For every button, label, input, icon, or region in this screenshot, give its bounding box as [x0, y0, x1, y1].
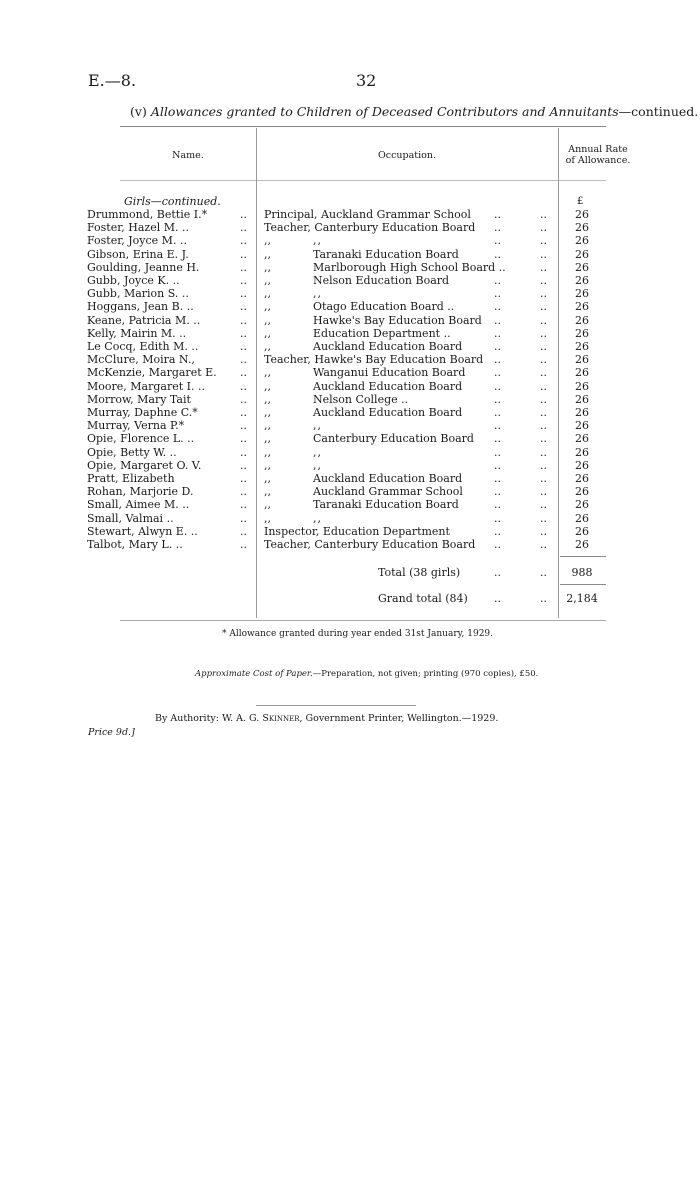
row-occupation: Auckland Education Board [313, 406, 463, 419]
rate-header-line1: Annual Rate [568, 144, 628, 155]
column-header-name: Name. [172, 150, 204, 161]
row-occupation: Canterbury Education Board [313, 432, 474, 446]
total-label: Total (38 girls) [378, 566, 461, 579]
row-occupation: Auckland Education Board [313, 472, 463, 485]
row-ditto-prefix: ,, [264, 274, 271, 287]
row-occupation: ,, [313, 458, 322, 472]
row-ditto-prefix: ,, [264, 406, 271, 419]
row-ditto-prefix: ,, [264, 379, 271, 393]
row-name-dots: .. [240, 458, 247, 472]
row-occ-dots-1: .. [494, 445, 501, 459]
row-occ-dots-1: .. [494, 247, 501, 261]
row-rate: 26 [575, 221, 589, 235]
row-name: Murray, Verna P.* [87, 419, 185, 433]
total-dots-1: .. [494, 566, 501, 579]
row-occupation: ,, [313, 445, 322, 459]
table-row [0, 234, 700, 247]
row-rate: 26 [575, 300, 589, 314]
row-name: Drummond, Bettie I.* [87, 208, 208, 221]
row-name-dots: .. [240, 300, 247, 314]
row-ditto-prefix: ,, [264, 392, 271, 406]
total-value: 988 [571, 566, 593, 579]
row-name-dots: .. [240, 498, 247, 512]
table-row [0, 485, 700, 498]
row-rate: 26 [575, 274, 589, 287]
row-ditto-prefix: ,, [264, 234, 271, 248]
row-occ-dots-1: .. [494, 300, 501, 314]
row-occ-dots-2: .. [540, 458, 547, 472]
row-occ-dots-2: .. [540, 419, 547, 433]
row-name: Opie, Margaret O. V. [87, 458, 202, 472]
title-italic: Allowances granted to Children of Deceased Contributors and Annuitants [150, 104, 619, 119]
total-dots-2: .. [540, 566, 547, 579]
row-name: Gibson, Erina E. J. [87, 247, 189, 261]
row-occ-dots-1: .. [494, 392, 501, 406]
row-ditto-prefix: ,, [264, 498, 271, 512]
row-occ-dots-2: .. [540, 498, 547, 512]
row-occ-dots-1: .. [494, 234, 501, 248]
row-occ-dots-2: .. [540, 485, 547, 499]
row-occupation: Education Department .. [313, 326, 451, 340]
cost-text: —Preparation, not given; printing (970 copies), £50. [312, 669, 539, 679]
row-occ-dots-1: .. [494, 524, 501, 538]
grand-total-dots-1: .. [494, 592, 501, 605]
table-row [0, 432, 700, 445]
row-rate: 26 [575, 498, 589, 512]
row-occ-dots-1: .. [494, 379, 501, 393]
row-rate: 26 [575, 485, 589, 499]
row-occ-dots-2: .. [540, 340, 547, 353]
row-occ-dots-2: .. [540, 300, 547, 314]
row-occ-dots-2: .. [540, 287, 547, 301]
row-ditto-prefix: ,, [264, 458, 271, 472]
table-row [0, 512, 700, 525]
price: Price 9d.] [88, 727, 135, 738]
row-name-dots: .. [240, 432, 247, 446]
table-row [0, 459, 700, 472]
row-rate: 26 [575, 472, 589, 485]
row-rate: 26 [575, 234, 589, 248]
row-occupation: ,, [313, 287, 322, 301]
row-occ-dots-1: .. [494, 287, 501, 301]
row-occ-dots-1: .. [494, 406, 501, 419]
authority-rest: , Government Printer, Wellington.—1929. [299, 713, 499, 724]
row-occupation: Hawke's Bay Education Board [313, 313, 482, 327]
row-occ-dots-1: .. [494, 326, 501, 340]
table-row [0, 366, 700, 379]
printer-name: W. A. G. Skinner [222, 713, 300, 724]
row-occ-dots-2: .. [540, 432, 547, 446]
row-name-dots: .. [240, 287, 247, 301]
row-occ-dots-1: .. [494, 432, 501, 446]
row-name-dots: .. [240, 366, 247, 380]
row-occupation: Auckland Education Board [313, 340, 463, 353]
row-name-dots: .. [240, 472, 247, 485]
row-name-dots: .. [240, 274, 247, 287]
row-name-dots: .. [240, 260, 247, 274]
row-ditto-prefix: ,, [264, 300, 271, 314]
table-row [0, 538, 700, 551]
row-name: Small, Valmai .. [87, 511, 174, 525]
row-name-dots: .. [240, 313, 247, 327]
row-occ-dots-2: .. [540, 234, 547, 248]
row-rate: 26 [575, 406, 589, 419]
table-row [0, 472, 700, 485]
table-top-rule [120, 126, 606, 127]
row-occupation: Teacher, Hawke's Bay Education Board [264, 353, 484, 367]
table-row [0, 380, 700, 393]
row-rate: 26 [575, 379, 589, 393]
table-row [0, 353, 700, 366]
row-rate: 26 [575, 445, 589, 459]
total-rule-bottom [560, 584, 606, 585]
row-name: McKenzie, Margaret E. [87, 366, 217, 380]
row-occupation: ,, [313, 234, 322, 248]
row-name-dots: .. [240, 326, 247, 340]
row-name: Kelly, Mairin M. .. [87, 326, 187, 340]
title-prefix: (v) [130, 104, 147, 119]
authority-line [155, 713, 498, 724]
row-occ-dots-2: .. [540, 221, 547, 235]
row-ditto-prefix: ,, [264, 419, 271, 433]
row-name-dots: .. [240, 379, 247, 393]
row-occupation: Auckland Grammar School [313, 485, 463, 499]
document-reference: E.—8. [88, 71, 137, 90]
row-name: Pratt, Elizabeth [87, 472, 175, 485]
header-bottom-rule [120, 180, 606, 181]
row-occ-dots-2: .. [540, 366, 547, 380]
row-occ-dots-2: .. [540, 524, 547, 538]
row-occupation: Auckland Education Board [313, 379, 463, 393]
row-rate: 26 [575, 366, 589, 380]
row-name: Morrow, Mary Tait [87, 392, 191, 406]
row-occ-dots-2: .. [540, 247, 547, 261]
row-occ-dots-2: .. [540, 472, 547, 485]
row-name-dots: .. [240, 208, 247, 221]
row-occ-dots-1: .. [494, 485, 501, 499]
table-row [0, 419, 700, 432]
authority-rule [256, 705, 416, 706]
row-name: Opie, Florence L. .. [87, 432, 195, 446]
row-ditto-prefix: ,, [264, 366, 271, 380]
row-name-dots: .. [240, 392, 247, 406]
row-ditto-prefix: ,, [264, 432, 271, 446]
row-name-dots: .. [240, 353, 247, 367]
row-name: Foster, Joyce M. .. [87, 234, 187, 248]
row-name: Opie, Betty W. .. [87, 445, 177, 459]
row-occ-dots-1: .. [494, 366, 501, 380]
table-row [0, 314, 700, 327]
row-name: Foster, Hazel M. .. [87, 221, 189, 235]
row-occ-dots-2: .. [540, 274, 547, 287]
row-name-dots: .. [240, 524, 247, 538]
row-occupation: ,, [313, 511, 322, 525]
row-occupation: ,, [313, 419, 322, 433]
row-occ-dots-1: .. [494, 472, 501, 485]
table-row [0, 340, 700, 353]
row-occ-dots-1: .. [494, 221, 501, 235]
row-occupation: Teacher, Canterbury Education Board [264, 538, 476, 551]
row-rate: 26 [575, 353, 589, 367]
row-name-dots: .. [240, 234, 247, 248]
row-occ-dots-2: .. [540, 260, 547, 274]
row-occ-dots-2: .. [540, 445, 547, 459]
row-occ-dots-1: .. [494, 274, 501, 287]
row-occ-dots-2: .. [540, 313, 547, 327]
row-name: Keane, Patricia M. .. [87, 313, 201, 327]
table-row [0, 287, 700, 300]
table-row [0, 498, 700, 511]
row-name: McClure, Moira N., [87, 353, 195, 367]
row-occupation: Inspector, Education Department [264, 524, 450, 538]
row-ditto-prefix: ,, [264, 511, 271, 525]
row-rate: 26 [575, 247, 589, 261]
row-occ-dots-2: .. [540, 326, 547, 340]
row-name: Gubb, Joyce K. .. [87, 274, 180, 287]
row-occ-dots-1: .. [494, 458, 501, 472]
row-name: Rohan, Marjorie D. [87, 485, 194, 499]
row-occupation: Principal, Auckland Grammar School [264, 208, 471, 221]
row-rate: 26 [575, 340, 589, 353]
row-occ-dots-1: .. [494, 208, 501, 221]
row-occ-dots-2: .. [540, 511, 547, 525]
row-ditto-prefix: ,, [264, 445, 271, 459]
table-row [0, 446, 700, 459]
row-name: Talbot, Mary L. .. [87, 538, 183, 551]
row-occ-dots-1: .. [494, 313, 501, 327]
table-row [0, 208, 700, 221]
row-name-dots: .. [240, 406, 247, 419]
row-name: Goulding, Jeanne H. [87, 260, 200, 274]
row-name-dots: .. [240, 445, 247, 459]
table-row [0, 261, 700, 274]
table-row [0, 274, 700, 287]
column-header-occupation: Occupation. [377, 150, 436, 161]
row-rate: 26 [575, 419, 589, 433]
row-occ-dots-2: .. [540, 379, 547, 393]
row-occ-dots-2: .. [540, 406, 547, 419]
row-ditto-prefix: ,, [264, 472, 271, 485]
table-row [0, 406, 700, 419]
table-row [0, 393, 700, 406]
title-suffix: —continued. [618, 104, 699, 119]
row-name-dots: .. [240, 221, 247, 235]
row-name-dots: .. [240, 538, 247, 551]
table-bottom-rule [120, 620, 606, 621]
cost-note [195, 669, 538, 679]
row-occ-dots-2: .. [540, 208, 547, 221]
footnote: * Allowance granted during year ended 31st January, 1929. [222, 629, 494, 639]
row-name-dots: .. [240, 511, 247, 525]
row-occupation: Nelson Education Board [313, 274, 450, 287]
row-occupation: Teacher, Canterbury Education Board [264, 221, 476, 235]
row-name-dots: .. [240, 419, 247, 433]
row-occ-dots-1: .. [494, 511, 501, 525]
row-name: Small, Aimee M. .. [87, 498, 190, 512]
table-row [0, 300, 700, 313]
row-rate: 26 [575, 511, 589, 525]
row-rate: 26 [575, 538, 589, 551]
grand-total-label: Grand total (84) [378, 592, 468, 605]
currency-symbol: £ [577, 196, 584, 207]
row-occ-dots-1: .. [494, 353, 501, 367]
row-rate: 26 [575, 313, 589, 327]
row-occupation: Otago Education Board .. [313, 300, 455, 314]
authority-label: By Authority: [155, 713, 219, 724]
total-rule-top [560, 556, 606, 557]
row-name: Gubb, Marion S. .. [87, 287, 189, 301]
rate-header-line2: of Allowance. [565, 155, 631, 166]
row-name-dots: .. [240, 247, 247, 261]
row-name: Hoggans, Jean B. .. [87, 300, 194, 314]
row-occupation: Marlborough High School Board .. [313, 260, 506, 274]
subheading: Girls—continued. [124, 195, 221, 208]
row-occ-dots-1: .. [494, 419, 501, 433]
table-row [0, 327, 700, 340]
row-rate: 26 [575, 326, 589, 340]
row-occupation: Taranaki Education Board [313, 247, 459, 261]
row-ditto-prefix: ,, [264, 247, 271, 261]
row-name: Le Cocq, Edith M. .. [87, 340, 199, 353]
row-occ-dots-1: .. [494, 340, 501, 353]
row-ditto-prefix: ,, [264, 326, 271, 340]
row-rate: 26 [575, 260, 589, 274]
row-name-dots: .. [240, 485, 247, 499]
row-rate: 26 [575, 524, 589, 538]
grand-total-dots-2: .. [540, 592, 547, 605]
row-rate: 26 [575, 208, 589, 221]
row-occ-dots-1: .. [494, 538, 501, 551]
section-title [130, 104, 698, 119]
row-rate: 26 [575, 432, 589, 446]
row-name: Stewart, Alwyn E. .. [87, 524, 198, 538]
row-occupation: Taranaki Education Board [313, 498, 459, 512]
row-ditto-prefix: ,, [264, 313, 271, 327]
row-rate: 26 [575, 392, 589, 406]
row-rate: 26 [575, 287, 589, 301]
row-ditto-prefix: ,, [264, 485, 271, 499]
row-occ-dots-1: .. [494, 498, 501, 512]
row-occ-dots-2: .. [540, 538, 547, 551]
table-row [0, 525, 700, 538]
row-ditto-prefix: ,, [264, 287, 271, 301]
row-name: Murray, Daphne C.* [87, 406, 198, 419]
grand-total-value: 2,184 [566, 592, 598, 605]
row-ditto-prefix: ,, [264, 260, 271, 274]
cost-label: Approximate Cost of Paper. [195, 669, 313, 679]
row-occupation: Nelson College .. [313, 392, 409, 406]
row-name-dots: .. [240, 340, 247, 353]
row-occupation: Wanganui Education Board [313, 366, 466, 380]
row-name: Moore, Margaret I. .. [87, 379, 205, 393]
page-number: 32 [356, 71, 377, 90]
table-row [0, 248, 700, 261]
table-row [0, 221, 700, 234]
row-rate: 26 [575, 458, 589, 472]
row-ditto-prefix: ,, [264, 340, 271, 353]
column-header-rate [558, 144, 638, 166]
row-occ-dots-2: .. [540, 392, 547, 406]
row-occ-dots-2: .. [540, 353, 547, 367]
